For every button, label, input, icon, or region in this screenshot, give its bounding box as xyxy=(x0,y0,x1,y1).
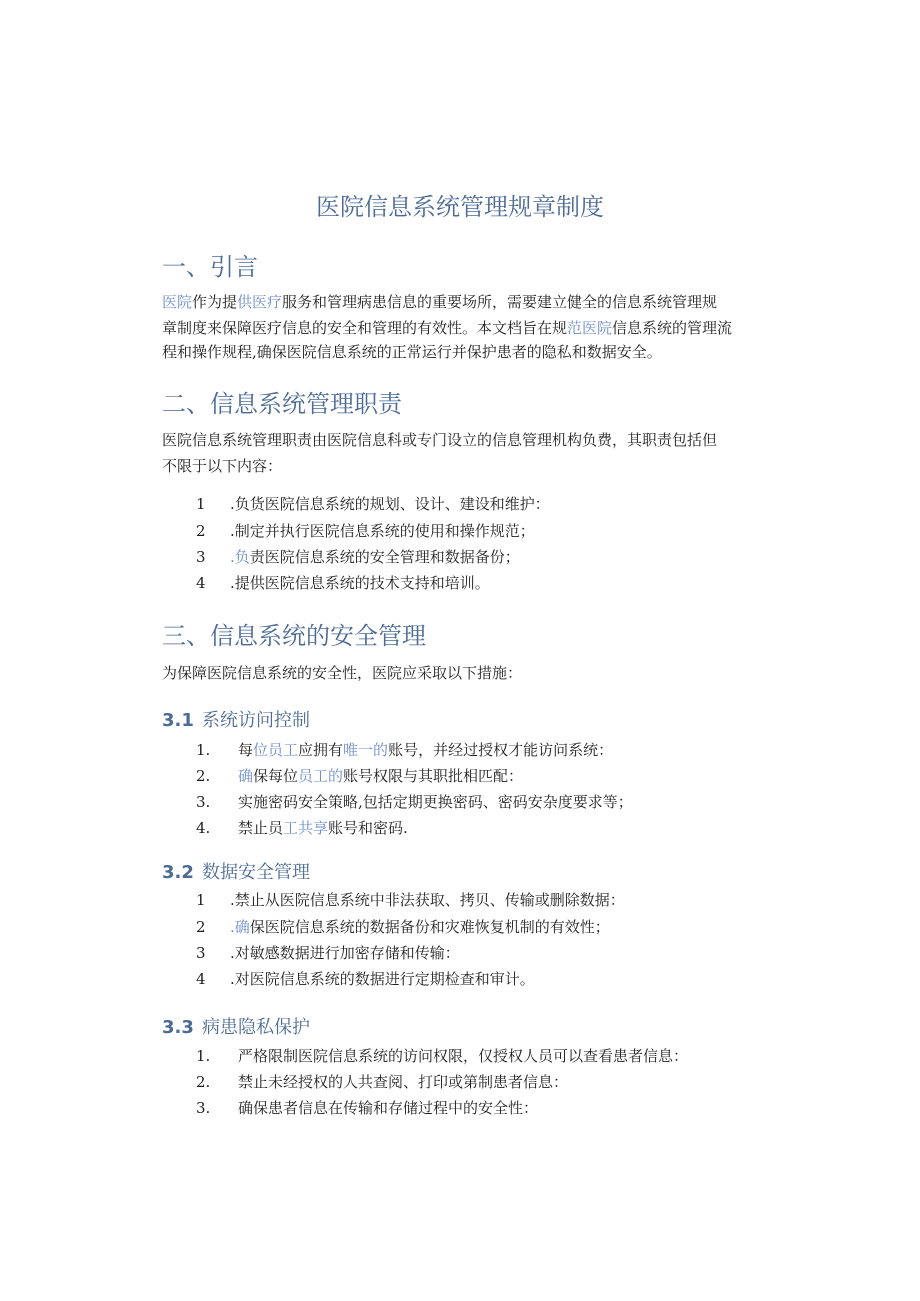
list-item: 1. 严格限制医院信息系统的访问权限，仅授权人员可以查看患者信息： xyxy=(196,1047,689,1065)
list-item: 3. 确保患者信息在传输和存储过程中的安全性： xyxy=(196,1099,539,1117)
paragraph-line: 为保障医院信息系统的安全性，医院应采取以下措施： xyxy=(162,664,523,682)
list-item: 3 .负责医院信息系统的安全管理和数据备份； xyxy=(196,548,520,566)
paragraph-line: 程和操作规程,确保医院信息系统的正常运行并保护患者的隐私和数据安全。 xyxy=(162,343,662,361)
list-item: 1. 每位员工应拥有唯一的账号，并经过授权才能访问系统： xyxy=(196,741,614,759)
list-item: 2. 确保每位员工的账号权限与其职批相匹配： xyxy=(196,767,524,785)
paragraph-line: 不限于以下内容： xyxy=(162,457,283,475)
paragraph-line: 医院信息系统管理职责由医院信息科或专门设立的信息管理机构负费，其职责包括但 xyxy=(162,431,718,449)
subsection-heading-access-control: 3.1 系统访问控制 xyxy=(162,710,310,731)
section-heading-security: 三、信息系统的安全管理 xyxy=(162,622,426,650)
list-item: 4 .提供医院信息系统的技术支持和培训。 xyxy=(196,574,490,592)
page-title: 医院信息系统管理规章制度 xyxy=(316,193,604,221)
paragraph-line: 章制度来保障医疗信息的安全和管理的有效性。本文档旨在规范医院信息系统的管理流 xyxy=(162,319,733,337)
list-item: 2. 禁止未经授权的人共查阅、打印或第制患者信息： xyxy=(196,1073,569,1091)
subsection-heading-privacy: 3.3 病患隐私保护 xyxy=(162,1017,310,1038)
list-item: 1 .负货医院信息系统的规划、设计、建设和维护： xyxy=(196,495,550,513)
list-item: 3 .对敏感数据进行加密存储和传输： xyxy=(196,944,460,962)
list-item: 1 .禁止从医院信息系统中非法获取、拷贝、传输或删除数据： xyxy=(196,891,625,909)
list-item: 2 .制定并执行医院信息系统的使用和操作规范； xyxy=(196,522,535,540)
list-item: 4 .对医院信息系统的数据进行定期检查和审计。 xyxy=(196,970,535,988)
paragraph-line: 医院作为提供医疗服务和管理病患信息的重要场所，需要建立健全的信息系统管理规 xyxy=(162,293,718,311)
list-item: 2 .确保医院信息系统的数据备份和灾难恢复机制的有效性； xyxy=(196,918,610,936)
subsection-heading-data-security: 3.2 数据安全管理 xyxy=(162,862,310,883)
list-item: 4. 禁止员工共享账号和密码. xyxy=(196,819,408,837)
list-item: 3. 实施密码安全策略,包括定期更换密码、密码安杂度要求等； xyxy=(196,793,633,811)
section-heading-responsibilities: 二、信息系统管理职责 xyxy=(162,390,402,418)
section-heading-intro: 一、引言 xyxy=(162,253,258,281)
